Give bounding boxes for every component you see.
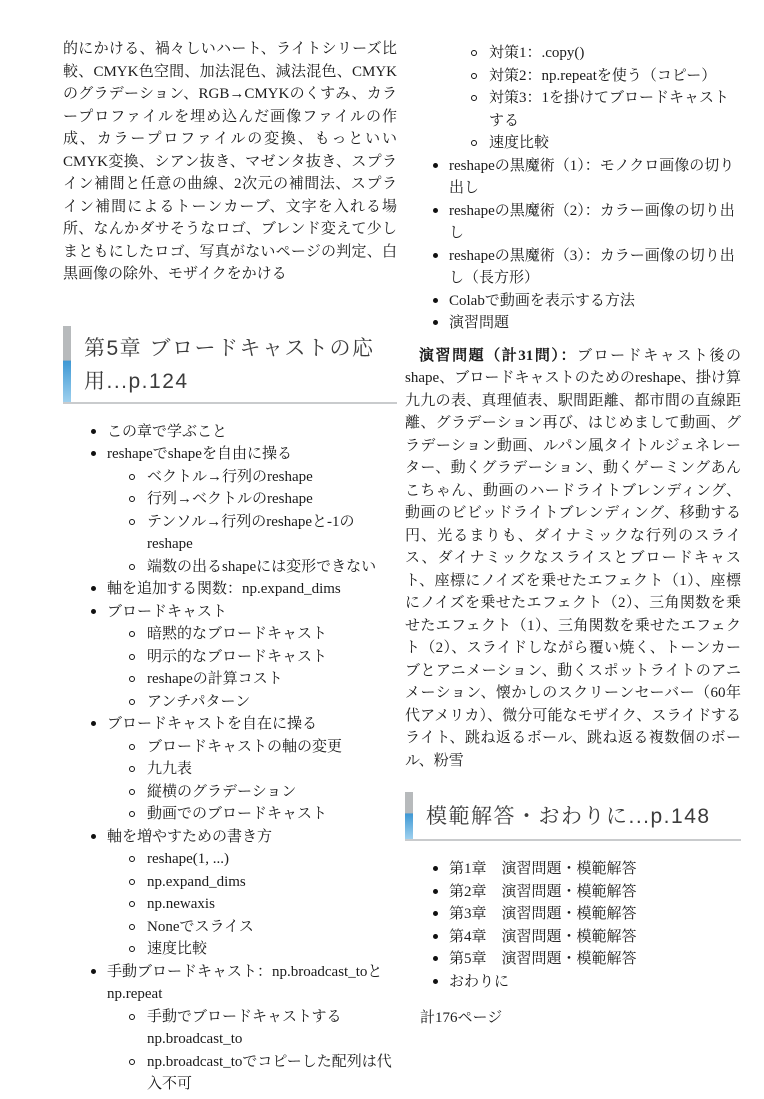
chapter-5-heading-label: 第5章 ブロードキャストの応用...p.124 [84, 336, 375, 393]
toc-item [405, 948, 741, 971]
toc-item [63, 713, 397, 736]
toc-item-label: 手動でブロードキャストするnp.broadcast_to [147, 1008, 342, 1048]
toc-item [405, 971, 741, 994]
bullet-circle-icon [129, 676, 135, 682]
bullet-dot-icon [433, 208, 438, 213]
toc-item [405, 155, 741, 200]
toc-item-label: np.expand_dims [147, 873, 246, 890]
toc-item-label: 九九表 [147, 761, 193, 778]
bullet-circle-icon [471, 95, 477, 101]
bullet-circle-icon [129, 1014, 135, 1020]
toc-item-label: 第1章 演習問題・模範解答 [449, 861, 637, 878]
toc-item [63, 511, 397, 556]
toc-item [63, 826, 397, 849]
bullet-dot-icon [91, 586, 96, 591]
toc-item-label: 暗黙的なブロードキャスト [147, 626, 328, 643]
bullet-dot-icon [433, 979, 438, 984]
answers-heading-label: 模範解答・おわりに...p.148 [426, 805, 711, 828]
toc-item [63, 893, 397, 916]
bullet-circle-icon [129, 564, 135, 570]
toc-item [63, 1051, 397, 1096]
bullet-circle-icon [129, 901, 135, 907]
toc-item [63, 556, 397, 579]
toc-item-label: 端数の出るshapeには変形できない [147, 558, 377, 575]
heading-accent-bar [63, 326, 71, 402]
toc-item-label: reshapeの黒魔術（1）：モノクロ画像の切り出し [449, 157, 735, 196]
exercises-paragraph [405, 345, 741, 773]
bullet-circle-icon [129, 879, 135, 885]
toc-item-label: 演習問題 [449, 315, 510, 331]
bullet-circle-icon [129, 766, 135, 772]
bullet-dot-icon [91, 834, 96, 839]
toc-item [63, 803, 397, 826]
toc-item [405, 245, 741, 290]
toc-item [63, 938, 397, 961]
toc-item [63, 668, 397, 691]
toc-item [405, 858, 741, 881]
chapter-5-toc-list [63, 421, 397, 1096]
toc-item [63, 691, 397, 714]
bullet-dot-icon [433, 320, 438, 325]
toc-item [405, 926, 741, 949]
toc-item [63, 421, 397, 444]
toc-item [405, 903, 741, 926]
toc-item [405, 65, 741, 88]
bullet-dot-icon [433, 956, 438, 961]
toc-item [63, 646, 397, 669]
toc-item [63, 871, 397, 894]
bullet-circle-icon [471, 50, 477, 56]
intro-paragraph: 的にかける、禍々しいハート、ライトシリーズ比較、CMYK色空間、加法混色、減法混色、CMYKのグラデーション、RGB→CMYKのくすみ、カラープロファイルを埋め込んだ画像ファイルの作成、カラープロファイルの変換、もっといいCMYK変換、シアン抜き、マゼンタ抜き、スプライン補間と任意の曲線、2次元の補間法、スプライン補間によるトーンカーブ、文字を入れる場所、なんかダサそうなロゴ、ブレンド変えて少しまともにしたロゴ、写真がないページの判定、白黒画像の除外、モザイクをかける [63, 41, 397, 282]
toc-item [405, 200, 741, 245]
exercises-count-label: 演習問題（計31問）： [419, 347, 578, 364]
toc-item-label: 行列→ベクトルのreshape [147, 491, 313, 508]
toc-item-label: reshapeの黒魔術（2）：カラー画像の切り出し [449, 202, 735, 241]
toc-item-label: 第4章 演習問題・模範解答 [449, 928, 637, 945]
toc-item-label: Colabで動画を表示する方法 [449, 292, 635, 309]
bullet-circle-icon [471, 140, 477, 146]
bullet-circle-icon [129, 811, 135, 817]
toc-item-label: np.newaxis [147, 896, 215, 913]
toc-item [63, 781, 397, 804]
toc-item-label: 明示的なブロードキャスト [147, 648, 328, 665]
bullet-circle-icon [129, 496, 135, 502]
toc-item-label: ブロードキャストを自在に操る [107, 716, 318, 733]
toc-item-label: 第5章 演習問題・模範解答 [449, 951, 637, 968]
toc-item [405, 290, 741, 313]
toc-item-label: reshapeの黒魔術（3）：カラー画像の切り出し（長方形） [449, 247, 735, 286]
bullet-circle-icon [129, 744, 135, 750]
toc-item-label: 軸を増やすための書き方 [107, 828, 273, 845]
toc-item [63, 578, 397, 601]
toc-item-label: 第2章 演習問題・模範解答 [449, 883, 637, 900]
toc-item [405, 312, 741, 335]
toc-item-label: 縦横のグラデーション [147, 783, 297, 800]
toc-item-label: 速度比較 [489, 135, 550, 151]
toc-item-label: reshapeでshapeを自由に操る [107, 446, 292, 463]
toc-item [63, 488, 397, 511]
chapter-5-heading [63, 326, 397, 404]
toc-item-label: reshapeの計算コスト [147, 671, 283, 688]
toc-item-label: 対策2：np.repeatを使う（コピー） [489, 67, 717, 84]
toc-item-label: ブロードキャストの軸の変更 [147, 738, 343, 755]
answers-toc-list [405, 858, 741, 993]
toc-item [63, 961, 397, 1006]
toc-item [405, 87, 741, 132]
toc-item [63, 601, 397, 624]
bullet-circle-icon [129, 1059, 135, 1065]
toc-item-label: reshape(1, ...) [147, 851, 230, 868]
bullet-circle-icon [129, 789, 135, 795]
bullet-circle-icon [129, 924, 135, 930]
bullet-dot-icon [433, 866, 438, 871]
toc-item [405, 132, 741, 155]
bullet-dot-icon [433, 253, 438, 258]
bullet-dot-icon [91, 721, 96, 726]
total-pages-label: 計176ページ [420, 1010, 503, 1027]
heading-accent-bar [405, 792, 413, 839]
bullet-circle-icon [471, 73, 477, 79]
answers-heading [405, 792, 741, 841]
toc-item-label: アンチパターン [147, 693, 251, 710]
exercises-text: ブロードキャスト後のshape、ブロードキャストのためのreshape、掛け算九九の表、真理値表、駅間距離、都市間の直線距離、グラデーション再び、はじめまして動画、グラデーション動画、ルパン風タイトルジェネレーター、動くグラデーション、動くゲーミングあんこちゃん、動画のハードライトブレンディング、動画のビビッドライトブレンディング、移動する円、光るまりも、ダイナミックな行列のスライス、ダイナミックなスライスとブロードキャスト、座標にノイズを乗せたエフェクト（1）、座標にノイズを乗せたエフェクト（2）、三角関数を乗せたエフェクト（1）、三角関数を乗せたエフェクト（2）、スライドしながら覆い焼く、トーンカーブとアニメーション、動くスポットライトのアニメーション、懐かしのスクリーンセーバー（60年代アメリカ）、微分可能なモザイク、スライドするライト、跳ね返るボール、跳ね返る複数個のボール、粉雪 [405, 347, 741, 769]
bullet-circle-icon [129, 856, 135, 862]
toc-item-label: 対策3：1を掛けてブロードキャストする [489, 90, 730, 129]
bullet-dot-icon [433, 934, 438, 939]
toc-item [63, 758, 397, 781]
bullet-circle-icon [129, 946, 135, 952]
toc-item [63, 466, 397, 489]
bullet-circle-icon [129, 474, 135, 480]
toc-item [63, 623, 397, 646]
bullet-circle-icon [129, 699, 135, 705]
toc-item [63, 443, 397, 466]
bullet-circle-icon [129, 519, 135, 525]
bullet-dot-icon [433, 163, 438, 168]
toc-item-label: Noneでスライス [147, 918, 254, 935]
right-column [405, 38, 741, 1030]
bullet-circle-icon [129, 631, 135, 637]
bullet-dot-icon [433, 911, 438, 916]
chapter-5-toc-list-continued [405, 42, 741, 335]
toc-item-label: ブロードキャスト [107, 603, 228, 620]
left-column [63, 38, 397, 1096]
bullet-dot-icon [91, 609, 96, 614]
toc-item-label: np.broadcast_toでコピーした配列は代入不可 [147, 1053, 392, 1093]
toc-item-label: 第3章 演習問題・模範解答 [449, 906, 637, 923]
bullet-dot-icon [91, 429, 96, 434]
bullet-dot-icon [91, 969, 96, 974]
toc-item [405, 881, 741, 904]
toc-item-label: 対策1：.copy() [489, 45, 585, 61]
bullet-dot-icon [433, 298, 438, 303]
toc-item-label: この章で学ぶこと [107, 423, 228, 440]
toc-item-label: ベクトル→行列のreshape [147, 468, 313, 485]
toc-item-label: おわりに [449, 973, 510, 990]
bullet-circle-icon [129, 654, 135, 660]
toc-item-label: 手動ブロードキャスト：np.broadcast_toとnp.repeat [107, 963, 383, 1003]
toc-item-label: テンソル→行列のreshapeと-1のreshape [147, 513, 355, 553]
toc-item-label: 軸を追加する関数：np.expand_dims [107, 581, 341, 598]
toc-item [63, 1006, 397, 1051]
toc-item [63, 736, 397, 759]
toc-item [63, 848, 397, 871]
bullet-dot-icon [433, 889, 438, 894]
toc-item [63, 916, 397, 939]
toc-item-label: 動画でのブロードキャスト [147, 806, 328, 823]
toc-item-label: 速度比較 [147, 941, 208, 958]
toc-item [405, 42, 741, 65]
bullet-dot-icon [91, 451, 96, 456]
